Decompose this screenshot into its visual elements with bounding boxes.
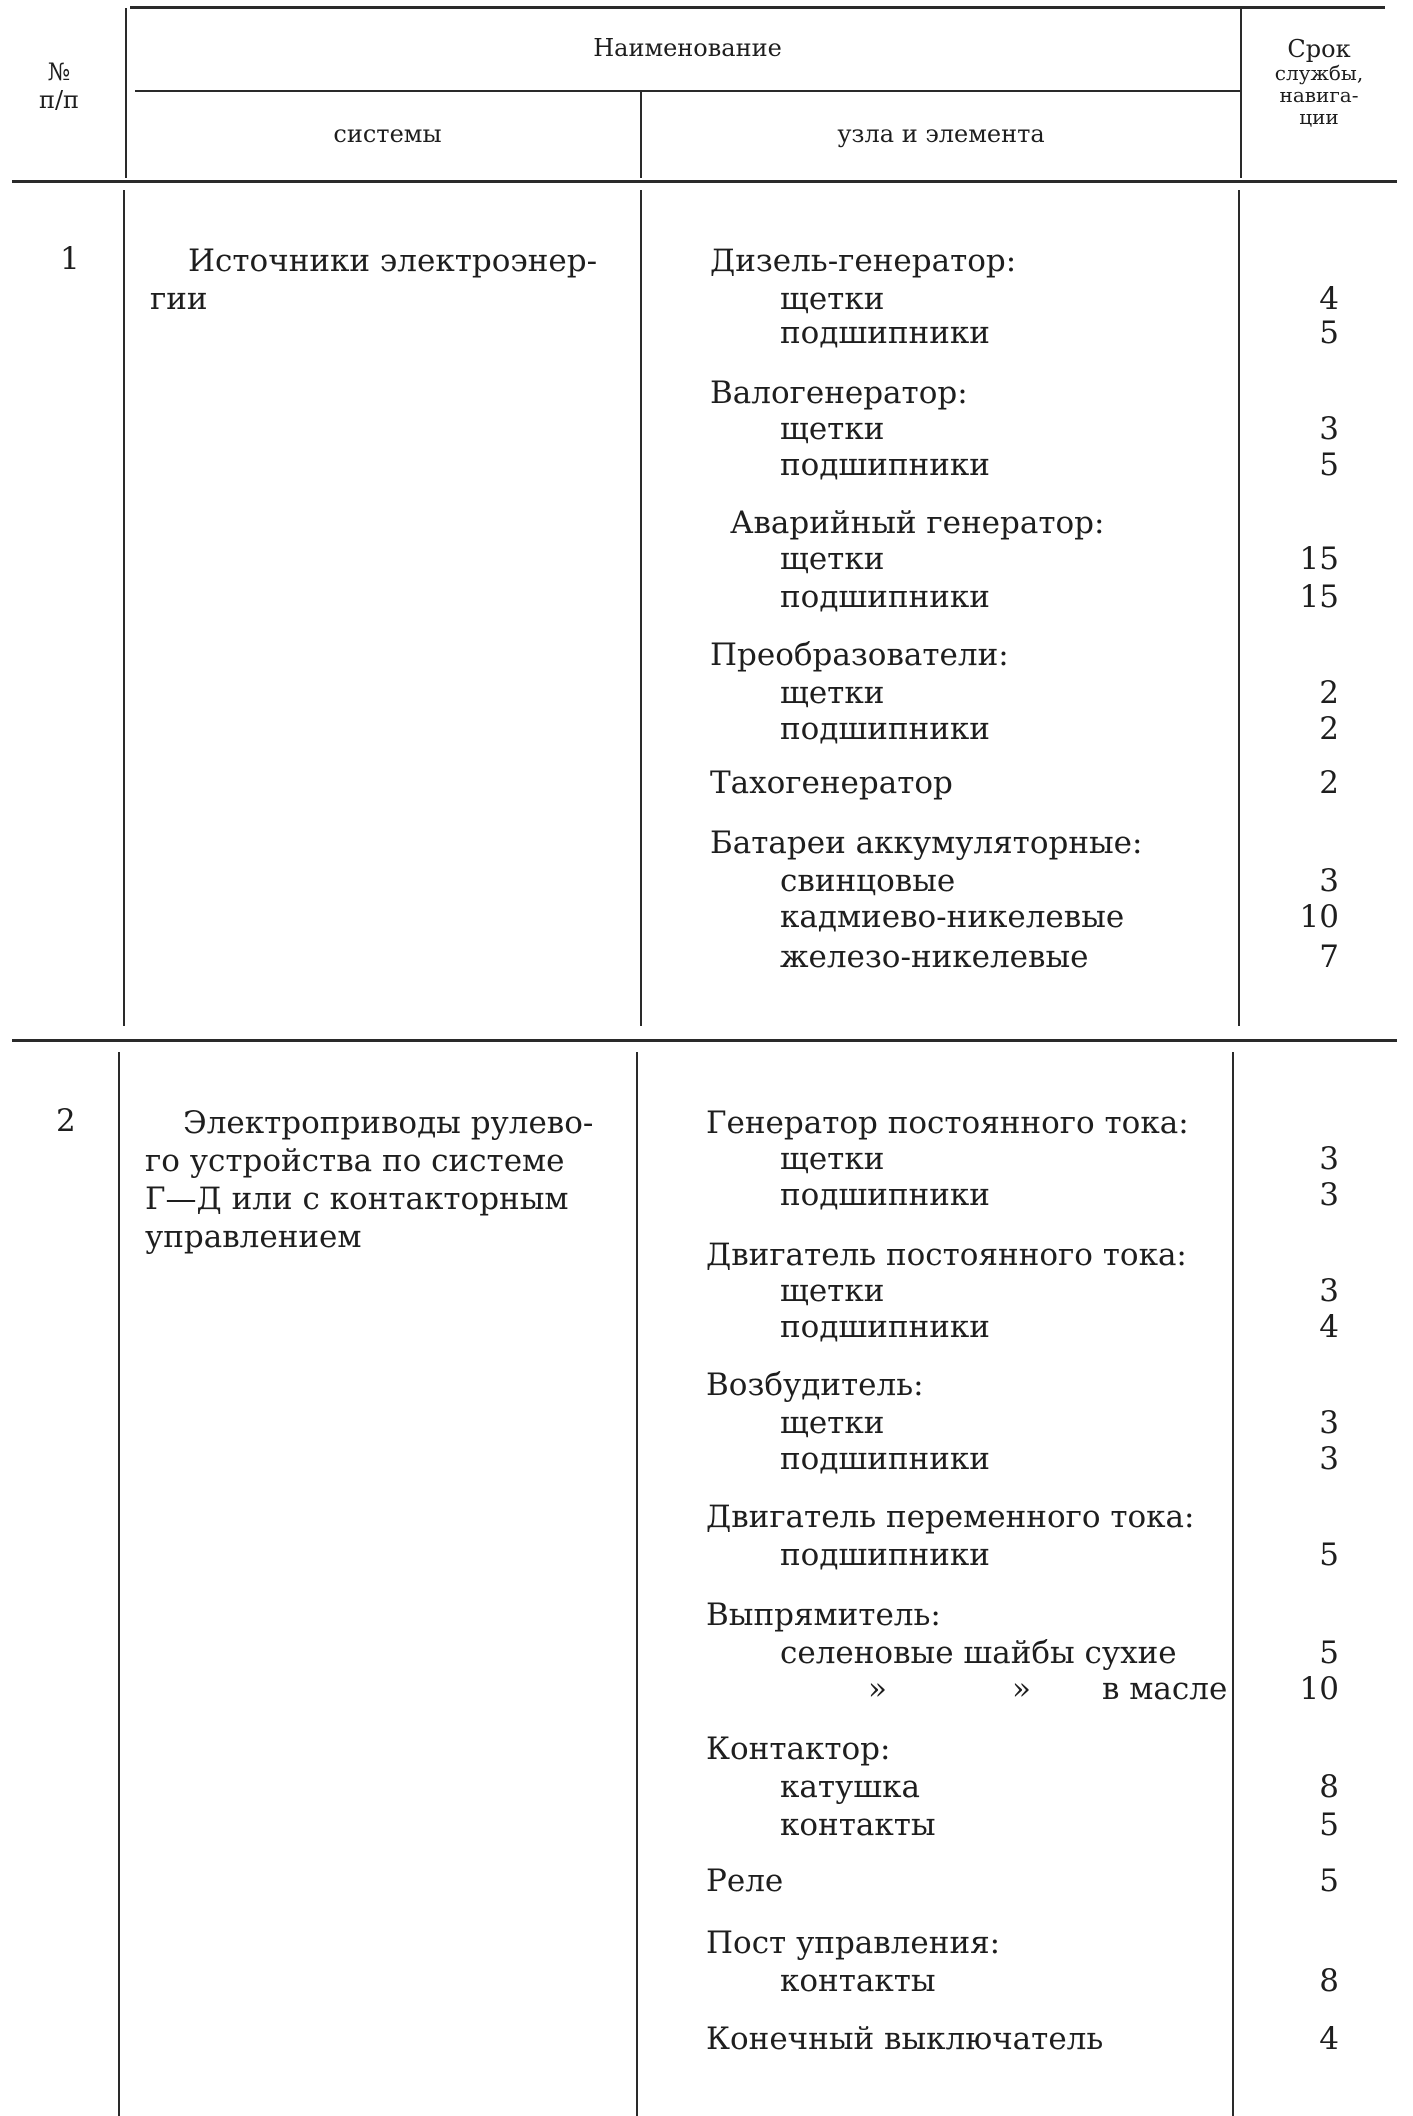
header-number-sign: № [47, 58, 71, 86]
item-name: подшипники [780, 1309, 990, 1345]
item-value: 5 [1319, 1635, 1339, 1671]
row-system [150, 242, 620, 318]
group-name: Двигатель постоянного тока: [706, 1237, 1187, 1273]
item-name: щетки [780, 541, 885, 577]
system-line: го устройства по системе [145, 1143, 565, 1179]
col-divider-system [636, 1052, 638, 2116]
item-value: 3 [1319, 411, 1339, 447]
item-name: щетки [780, 281, 885, 317]
item-name: подшипники [780, 1537, 990, 1573]
item-value: 10 [1299, 1671, 1339, 1707]
col-divider-life [1232, 1052, 1234, 2116]
system-line: гии [150, 281, 208, 317]
item-value: 8 [1319, 1769, 1339, 1805]
group-name: Реле [706, 1863, 784, 1899]
item-name: контакты [780, 1963, 936, 1999]
group-name: Двигатель переменного тока: [706, 1499, 1195, 1535]
row-number: 2 [56, 1103, 76, 1139]
system-line: Г—Д или с контакторным [145, 1181, 569, 1217]
col-divider-life [1240, 8, 1242, 178]
group-name: Преобразователи: [710, 637, 1009, 673]
header-number [14, 58, 104, 114]
item-value: 3 [1319, 863, 1339, 899]
system-line: Электроприводы рулево- [183, 1105, 594, 1141]
item-value: 15 [1299, 541, 1339, 577]
ditto-mark: » [1012, 1671, 1031, 1707]
col-divider-no [123, 190, 125, 1026]
row-system [145, 1104, 620, 1256]
item-value: 5 [1319, 1537, 1339, 1573]
item-name: железо-никелевые [780, 939, 1089, 975]
item-name: подшипники [780, 447, 990, 483]
col-divider-no [125, 8, 127, 178]
item-value: 3 [1319, 1405, 1339, 1441]
item-value: 5 [1319, 447, 1339, 483]
item-name: подшипники [780, 1441, 990, 1477]
group-name: Батареи аккумуляторные: [710, 825, 1143, 861]
item-name: подшипники [780, 315, 990, 351]
col-divider-system [640, 190, 642, 1026]
item-name: катушка [780, 1769, 920, 1805]
item-value: 3 [1319, 1273, 1339, 1309]
item-value: 15 [1299, 579, 1339, 615]
system-line: Источники электроэнер- [188, 243, 598, 279]
group-name: Дизель-генератор: [710, 243, 1017, 279]
item-name: подшипники [780, 579, 990, 615]
ditto-mark: » [868, 1671, 887, 1707]
item-value: 2 [1319, 765, 1339, 801]
system-line: управлением [145, 1219, 362, 1255]
group-name: Валогенератор: [710, 375, 968, 411]
item-value: 2 [1319, 711, 1339, 747]
group-name: Пост управления: [706, 1925, 1001, 1961]
group-name: Контактор: [706, 1731, 891, 1767]
group-name: Аварийный генератор: [730, 505, 1105, 541]
item-value: 3 [1319, 1441, 1339, 1477]
item-name: подшипники [780, 711, 990, 747]
group-name: Конечный выключатель [706, 2021, 1104, 2057]
group-name: Выпрямитель: [706, 1597, 941, 1633]
header-service-life [1244, 36, 1394, 128]
item-value: 5 [1319, 315, 1339, 351]
item-name: щетки [780, 1405, 885, 1441]
item-value: 7 [1319, 939, 1339, 975]
item-value: 4 [1319, 2021, 1339, 2057]
group-name: Генератор постоянного тока: [706, 1105, 1189, 1141]
header-number-sub: п/п [38, 86, 80, 114]
header-service-life-line: Срок [1287, 35, 1351, 63]
item-value: 10 [1299, 899, 1339, 935]
item-name: в масле [1102, 1671, 1228, 1707]
item-value: 3 [1319, 1177, 1339, 1213]
header-name: Наименование [593, 34, 782, 62]
table-top-rule [130, 6, 1385, 9]
item-name: подшипники [780, 1177, 990, 1213]
item-name: щетки [780, 411, 885, 447]
item-value: 5 [1319, 1863, 1339, 1899]
item-value: 5 [1319, 1807, 1339, 1843]
header-service-life-line: навига- [1279, 83, 1359, 107]
group-name: Возбудитель: [706, 1367, 924, 1403]
header-unit: узла и элемента [837, 120, 1045, 148]
item-value: 3 [1319, 1141, 1339, 1177]
header-bottom-rule [12, 180, 1397, 183]
item-name: щетки [780, 1141, 885, 1177]
item-name: щетки [780, 1273, 885, 1309]
item-value: 4 [1319, 1309, 1339, 1345]
item-name: щетки [780, 675, 885, 711]
row-divider [12, 1039, 1397, 1042]
col-divider-life [1238, 190, 1240, 1026]
item-value: 4 [1319, 281, 1339, 317]
group-name: Тахогенератор [710, 765, 953, 801]
row-number: 1 [60, 241, 80, 277]
col-divider-no [118, 1052, 120, 2116]
item-name: селеновые шайбы сухие [780, 1635, 1177, 1671]
header-service-life-line: службы, [1274, 61, 1364, 85]
item-name: кадмиево-никелевые [780, 899, 1125, 935]
item-value: 8 [1319, 1963, 1339, 1999]
header-service-life-line: ции [1299, 105, 1339, 129]
header-mid-rule [135, 90, 1240, 92]
item-name: контакты [780, 1807, 936, 1843]
item-value: 2 [1319, 675, 1339, 711]
header-system: системы [333, 120, 442, 148]
item-name: свинцовые [780, 863, 956, 899]
